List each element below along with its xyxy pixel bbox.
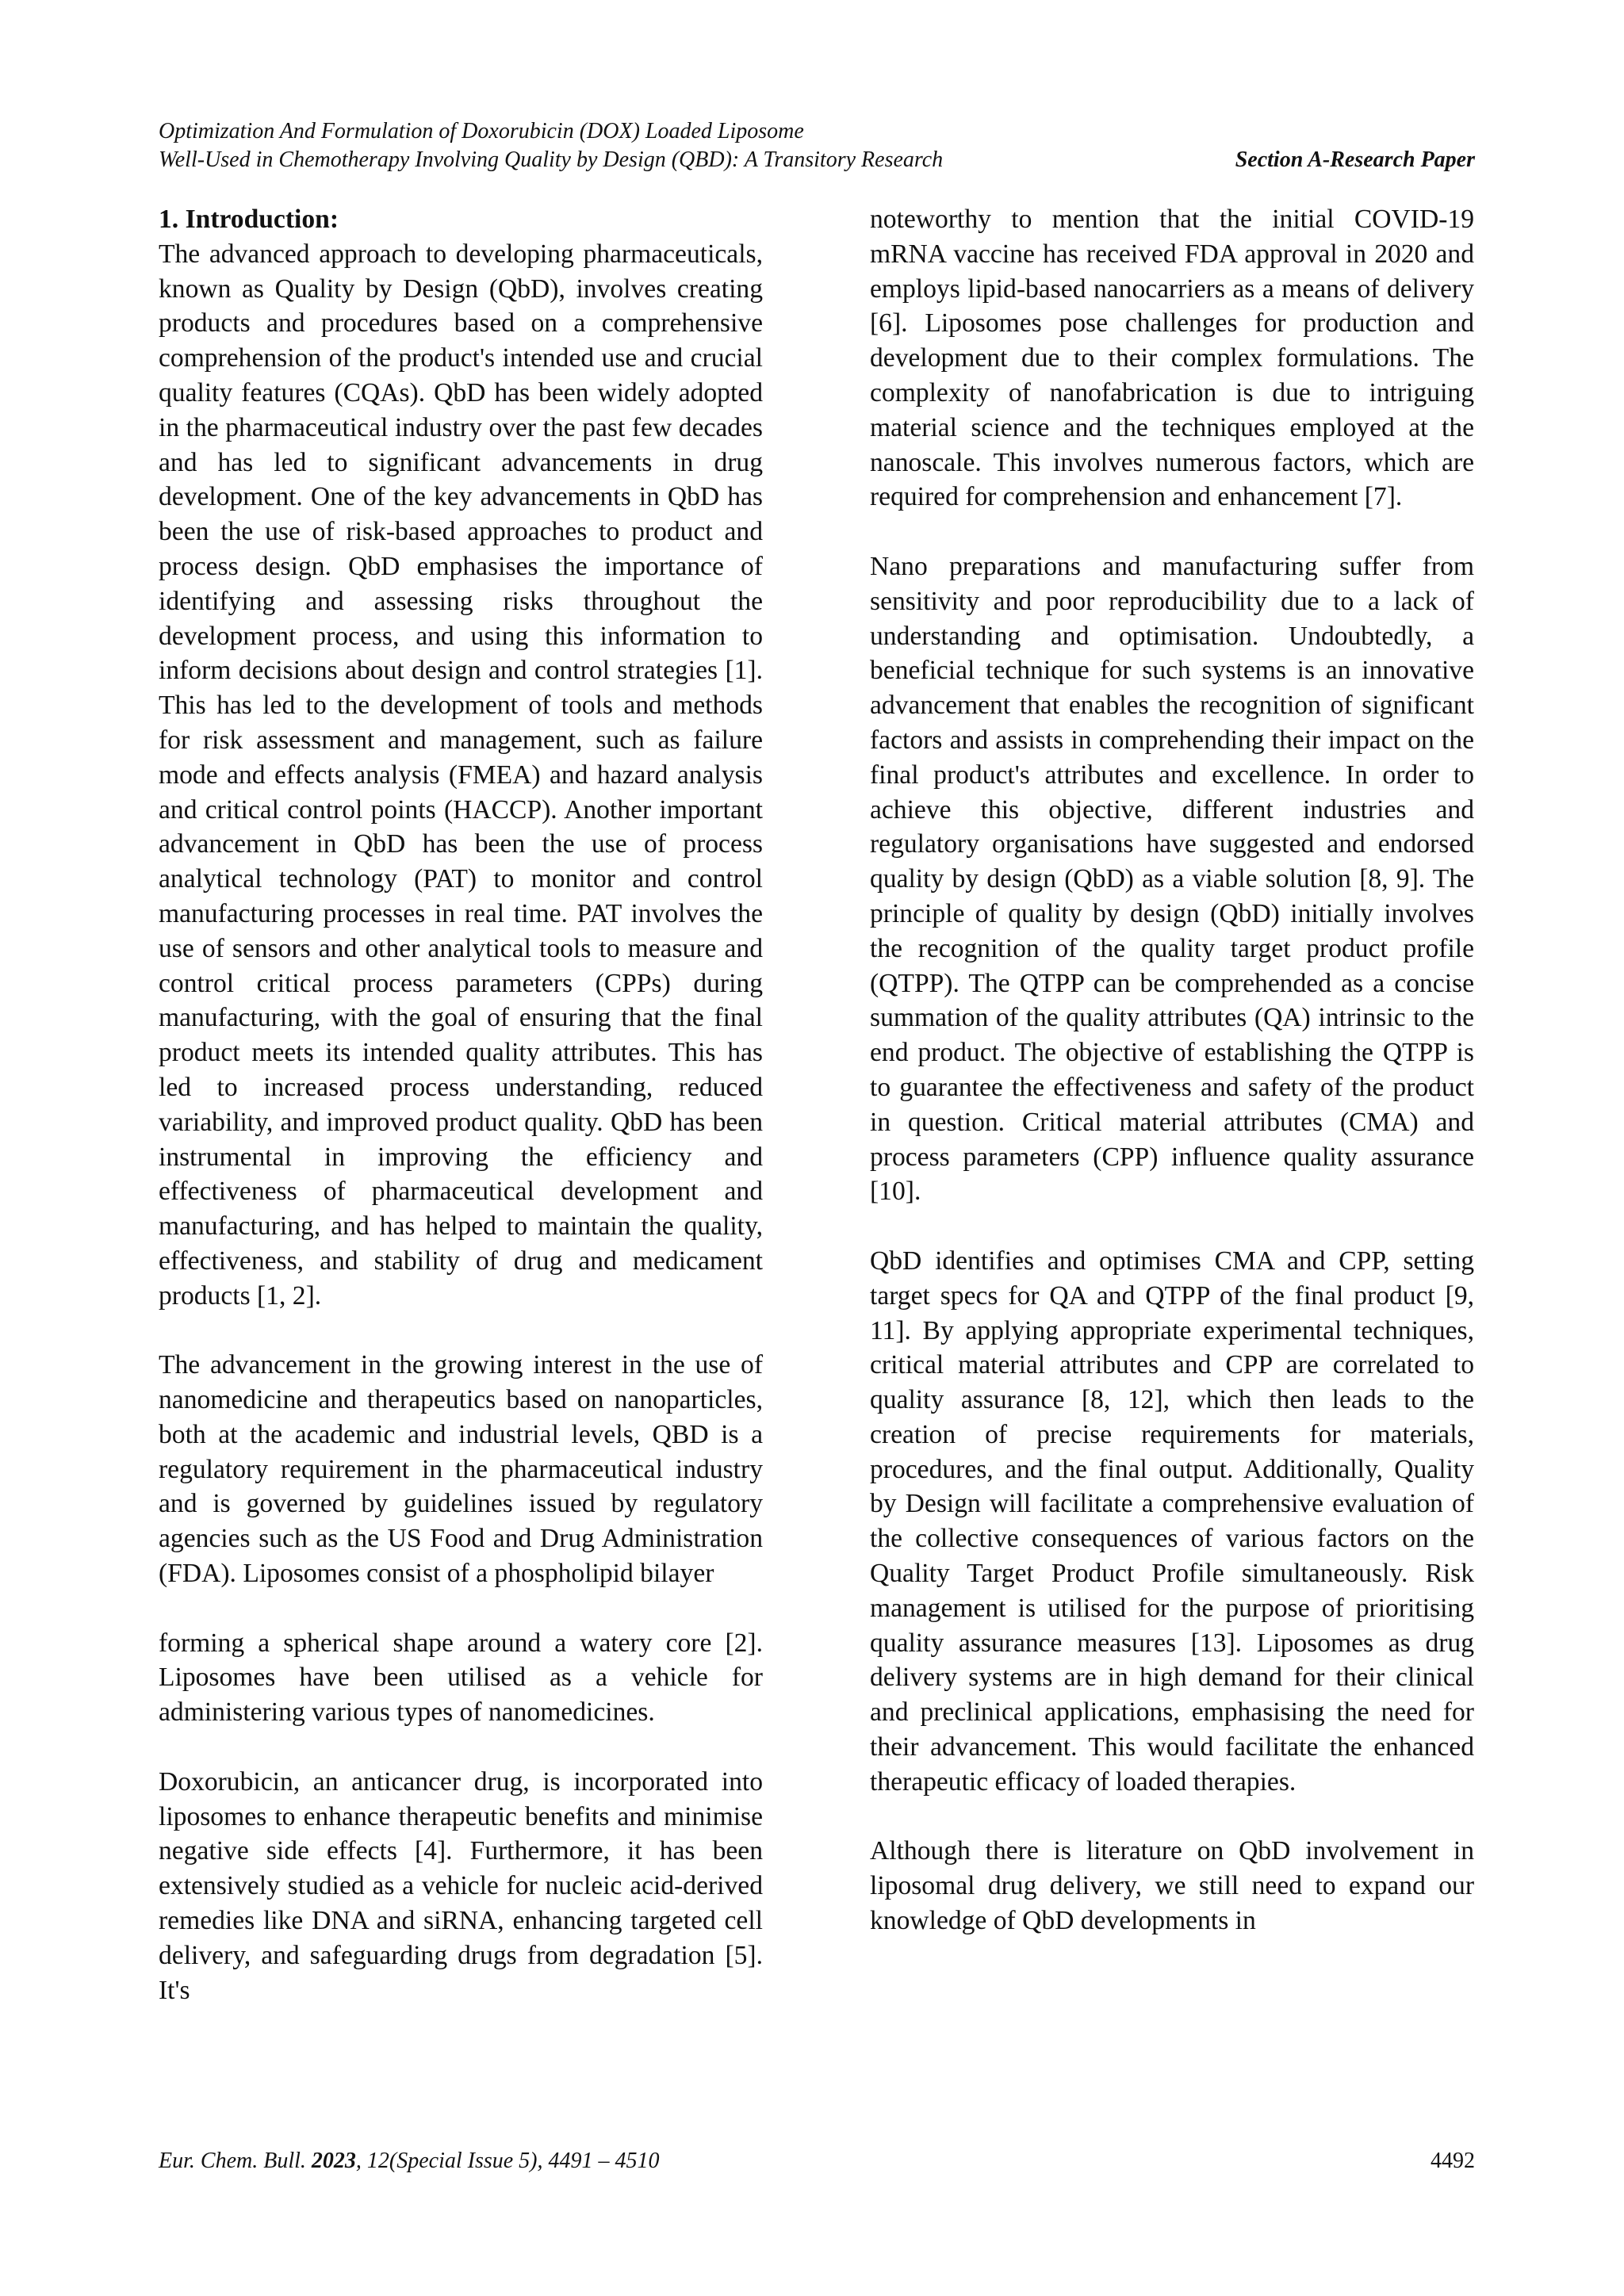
- paragraph: The advancement in the growing interest in the use of nanomedicine and therapeutics based on nanoparticles, both at the academic and industrial levels, QBD is a regulatory requirement in the pharmaceutical industry and is governed by guidelines issued by regulatory agencies such as the US Food and Drug Administration (FDA). Liposomes consist of a phospholipid bilayer: [159, 1350, 763, 1589]
- page-number: 4492: [1431, 2149, 1475, 2173]
- paragraph: forming a spherical shape around a watery core [2]. Liposomes have been utilised as a vehicle for administering various types of nanomedicines.: [159, 1628, 763, 1728]
- footer-volume-info: , 12(Special Issue 5), 4491 – 4510: [355, 2149, 660, 2173]
- left-column: [159, 202, 763, 2007]
- paragraph: QbD identifies and optimises CMA and CPP, setting target specs for QA and QTPP of the final product [9, 11]. By applying appropriate experimental techniques, critical material attributes and CPP are correlated to quality assurance [8, 12], which then leads to the creation of precise requirements for materials, procedures, and the final output. Additionally, Quality by Design will facilitate a comprehensive evaluation of the collective consequences of various factors on the Quality Target Product Profile simultaneously. Risk management is utilised for the purpose of prioritising quality assurance measures [13]. Liposomes as drug delivery systems are in high demand for their clinical and preclinical applications, emphasising the need for their advancement. This would facilitate the enhanced therapeutic efficacy of loaded therapies.: [870, 1246, 1474, 1797]
- paragraph: Nano preparations and manufacturing suffer from sensitivity and poor reproducibility due to a lack of understanding and optimisation. Undoubtedly, a beneficial technique for such systems is an innovative advancement that enables the recognition of significant factors and assists in comprehending their impact on the final product's attributes and excellence. In order to achieve this objective, different industries and regulatory organisations have suggested and endorsed quality by design (QbD) as a viable solution [8, 9]. The principle of quality by design (QbD) initially involves the recognition of the quality target product profile (QTPP). The QTPP can be comprehended as a concise summation of the quality attributes (QA) intrinsic to the end product. The objective of establishing the QTPP is to guarantee the effectiveness and safety of the product in question. Critical material attributes (CMA) and process parameters (CPP) influence quality assurance [10].: [870, 551, 1474, 1207]
- running-header-line-2: Well-Used in Chemotherapy Involving Quality by Design (QBD): A Transitory Research: [159, 147, 944, 172]
- running-header-title: [159, 117, 1285, 174]
- footer-year: 2023: [311, 2149, 356, 2173]
- paragraph: Although there is literature on QbD involvement in liposomal drug delivery, we still need to expand our knowledge of QbD developments in: [870, 1836, 1474, 1936]
- footer-citation: [159, 2147, 660, 2175]
- paragraph: Doxorubicin, an anticancer drug, is incorporated into liposomes to enhance therapeutic benefits and minimise negative side effects [4]. Furthermore, it has been extensively studied as a vehicle for nucleic acid-derived remedies like DNA and siRNA, enhancing targeted cell delivery, and safeguarding drugs from degradation [5]. It's: [159, 1766, 763, 2005]
- right-column: [870, 202, 1474, 1938]
- paragraph: The advanced approach to developing pharmaceuticals, known as Quality by Design (QbD), involves creating products and procedures based on a comprehensive comprehension of the product's intended use and crucial quality features (CQAs). QbD has been widely adopted in the pharmaceutical industry over the past few decades and has led to significant advancements in drug development. One of the key advancements in QbD has been the use of risk-based approaches to product and process design. QbD emphasises the importance of identifying and assessing risks throughout the development process, and using this information to inform decisions about design and control strategies [1]. This has led to the development of tools and methods for risk assessment and management, such as failure mode and effects analysis (FMEA) and hazard analysis and critical control points (HACCP). Another important advancement in QbD has been the use of process analytical technology (PAT) to monitor and control manufacturing processes in real time. PAT involves the use of sensors and other analytical tools to measure and control critical process parameters (CPPs) during manufacturing, with the goal of ensuring that the final product meets its intended quality attributes. This has led to increased process understanding, reduced variability, and improved product quality. QbD has been instrumental in improving the efficiency and effectiveness of pharmaceutical development and manufacturing, and has helped to maintain the quality, effectiveness, and stability of drug and medicament products [1, 2].: [159, 239, 763, 1311]
- paragraph: noteworthy to mention that the initial COVID-19 mRNA vaccine has received FDA approval in 2020 and employs lipid-based nanocarriers as a means of delivery [6]. Liposomes pose challenges for production and development due to their complex formulations. The complexity of nanofabrication is due to intriguing material science and the techniques employed at the nanoscale. This involves numerous factors, which are required for comprehension and enhancement [7].: [870, 205, 1474, 512]
- section-heading-introduction: 1. Introduction:: [159, 205, 339, 234]
- footer-journal: Eur. Chem. Bull.: [159, 2149, 306, 2173]
- running-header-line-1: Optimization And Formulation of Doxorubicin (DOX) Loaded Liposome: [159, 119, 804, 144]
- section-label: Section A-Research Paper: [1235, 147, 1475, 172]
